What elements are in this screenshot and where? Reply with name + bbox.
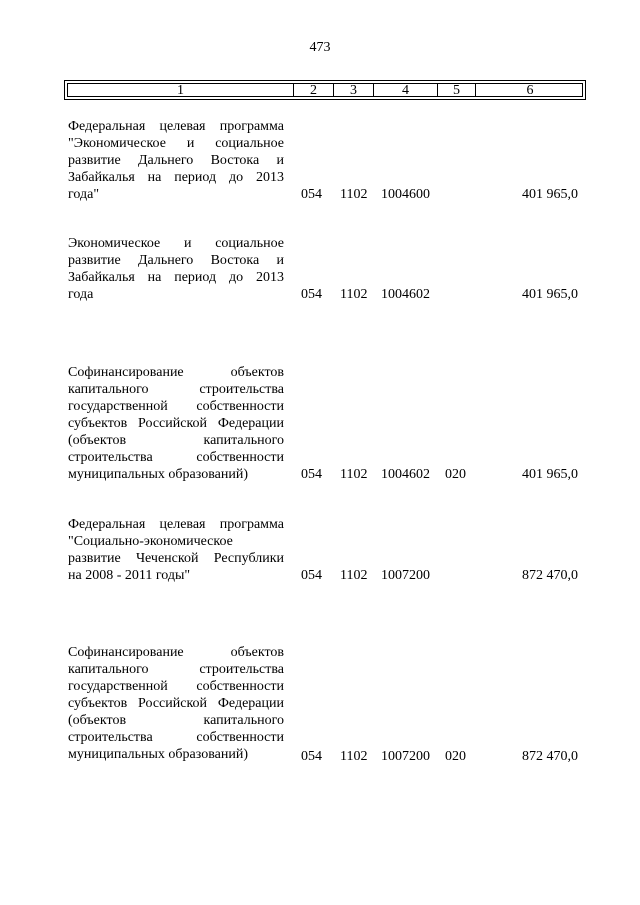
cell-col-3: 1102	[340, 568, 368, 583]
row-description: Федеральная целевая программа "Экономическое и социальное развитие Дальнего Востока и Забайкалья на период до 2013 года"	[68, 119, 284, 202]
header-col-4: 4	[373, 84, 437, 96]
cell-col-2: 054	[301, 287, 322, 302]
cell-col-3: 1102	[340, 287, 368, 302]
header-col-5: 5	[437, 84, 475, 96]
header-col-2: 2	[293, 84, 333, 96]
cell-col-6: 401 965,0	[522, 187, 578, 202]
cell-col-3: 1102	[340, 187, 368, 202]
cell-col-2: 054	[301, 749, 322, 764]
cell-col-4: 1004602	[381, 467, 430, 482]
cell-col-6: 401 965,0	[522, 287, 578, 302]
row-description: Экономическое и социальное развитие Дальнего Востока и Забайкалья на период до 2013 года	[68, 236, 284, 302]
cell-col-2: 054	[301, 467, 322, 482]
cell-col-2: 054	[301, 187, 322, 202]
row-description: Софинансирование объектов капитального строительства государственной собственности субъектов Российской Федерации (объектов капитального строительства собственности муниципальных образований)	[68, 365, 284, 482]
header-col-1: 1	[177, 83, 184, 98]
cell-col-4: 1007200	[381, 749, 430, 764]
cell-col-4: 1007200	[381, 568, 430, 583]
cell-col-3: 1102	[340, 467, 368, 482]
cell-col-2: 054	[301, 568, 322, 583]
cell-col-6: 401 965,0	[522, 467, 578, 482]
table-header	[64, 80, 586, 100]
row-description: Федеральная целевая программа "Социально-экономическое развитие Чеченской Республики на 2008 - 2011 годы"	[68, 517, 284, 583]
cell-col-6: 872 470,0	[522, 568, 578, 583]
page-number: 473	[309, 40, 331, 55]
cell-col-4: 1004600	[381, 187, 430, 202]
header-col-6: 6	[475, 84, 584, 96]
row-description: Софинансирование объектов капитального строительства государственной собственности субъектов Российской Федерации (объектов капитального строительства собственности муниципальных образований)	[68, 645, 284, 762]
cell-col-6: 872 470,0	[522, 749, 578, 764]
cell-col-5: 020	[445, 749, 466, 764]
cell-col-3: 1102	[340, 749, 368, 764]
cell-col-5: 020	[445, 467, 466, 482]
cell-col-4: 1004602	[381, 287, 430, 302]
header-col-3: 3	[333, 84, 373, 96]
